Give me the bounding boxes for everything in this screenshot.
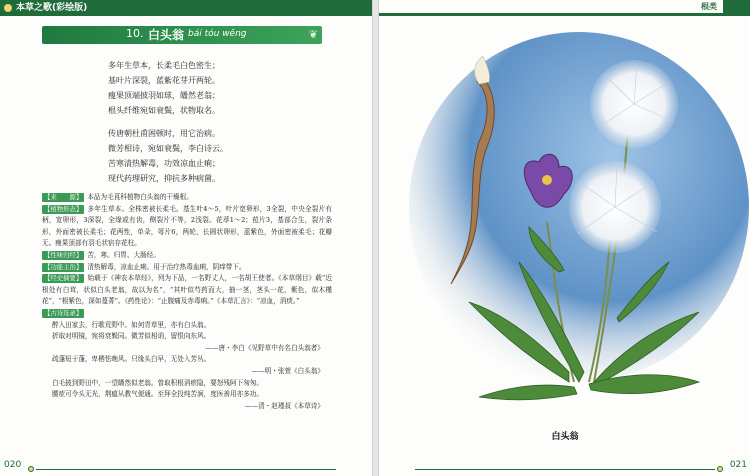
poem-stanza-gap [108, 118, 228, 126]
section-text: 清热解毒，凉血止痢。用于治疗热毒血痢，阴痒带下。 [87, 262, 246, 271]
section-tag: 【功能主治】 [44, 262, 83, 271]
page-number-right: 021 [729, 460, 747, 470]
header-tab [723, 0, 750, 13]
poem-line: 多年生草本，长柔毛白色密生； [108, 61, 220, 70]
entry-name: 白头翁 [148, 28, 185, 42]
section-nature [42, 250, 332, 262]
section-text: 始载于《神农本草经》，列为下品，一名野丈人，一名胡王使者。《本草纲目》载“近根处有白茸，状似白头老翁，故以为名”，“其叶似芍药而大，抽一茎，茎头一花，紫色，似木槿花”，“根紫色，深如蔓菁”。《药性论》：“止腹痛及赤毒痢。”《本草汇言》：“凉血，消痰。” [42, 274, 332, 306]
verse-citation: ——清・赵瑾叔《本草诗》 [244, 401, 324, 410]
ornament-icon [4, 4, 12, 12]
section-text: 多年生草本。全株密被长柔毛。基生叶4～5，叶片宽卵形，3全裂，中央全裂片有柄，宽卵形，3深裂，全缘或有齿，侧裂片不等，2浅裂。花葶1～2；苞片3，基部合生，裂片条形，外面密被长柔毛；花两性，单朵，萼片6，两轮，长圆状卵形，蓝紫色，外面密被柔毛；花瓣无。瘦果顶部有羽毛状宿存花柱。 [42, 204, 332, 248]
entry-pinyin: bái tóu wēng [188, 29, 247, 39]
entry-title-band [42, 26, 322, 44]
verse-citation: ——唐・李白《见野草中有名白头翁者》 [205, 343, 324, 352]
flower-stamen [542, 175, 552, 185]
section-function [42, 262, 332, 274]
section-classics [42, 273, 332, 308]
left-page [0, 0, 373, 476]
section-label: 根类 [701, 2, 717, 11]
section-tag: 【植物形态】 [44, 204, 83, 213]
verse-line: 疏蓬短于蓬，卑栖怯晚风。只缘头白早，无处入芳丛。 [52, 355, 211, 364]
verse-line: 腰痃可令头无光，荆瘟从教气便通。至拜全投纯苦涧，度医善用亦多功。 [52, 390, 263, 399]
footer-right [379, 460, 750, 476]
right-page [378, 0, 750, 476]
section-tag: 【性味归经】 [44, 250, 83, 259]
section-source [42, 192, 332, 204]
ornament-icon [717, 466, 723, 472]
page-number-left: 020 [4, 460, 22, 470]
ornament-icon [28, 466, 34, 472]
footer-rule [36, 469, 336, 470]
section-text: 本品为毛茛科植物白头翁的干燥根。 [87, 193, 193, 201]
poem-line: 传唐朝杜甫困顿时，用它治病。 [108, 129, 220, 138]
entry-number: 10. [126, 27, 144, 40]
section-tag: 【古诗选录】 [44, 308, 83, 317]
verse-citation: ——明・张萱《白头翁》 [251, 366, 324, 375]
section-tag: 【经史摘要】 [44, 274, 83, 283]
poem-line: 根头纤维宛如衰鬓，状物取名。 [108, 106, 220, 115]
poem-line: 苦寒清热解毒，功效凉血止痢； [108, 159, 220, 168]
poem-line: 基叶片深裂，蓝紫花芽开两轮。 [108, 76, 220, 85]
book-title: 本草之歌(彩绘版) [16, 3, 88, 13]
verse-line: 醉入田家去，行歌荒野中。如何青草里，亦有白头翁。 [52, 320, 211, 329]
footer-left [0, 460, 372, 476]
header-bar-left [0, 0, 372, 16]
entry-body [42, 192, 332, 412]
section-poems-heading [42, 308, 332, 320]
section-text: 苦，寒。归胃、大肠经。 [87, 250, 160, 259]
illustration-caption: 白头翁 [551, 432, 579, 442]
plant-illustration [379, 22, 750, 426]
section-tag: 【来 源】 [44, 193, 83, 201]
header-bar-right [379, 0, 750, 16]
section-morphology [42, 204, 332, 250]
footer-rule [415, 469, 715, 470]
verse-line: 白毛披到野田中，一望皤然似老翁。曾取积根消瘀隐，要怒残阿下匆匆。 [52, 378, 263, 387]
poem-line: 微芳相诗，宛如衰鬓，李白诗云。 [108, 144, 228, 153]
swirl-ornament-icon: ❦ [308, 28, 318, 41]
poem-line: 现代药理研究，抑抗多种病菌。 [108, 174, 220, 183]
entry-poem [108, 58, 228, 186]
verse-line: 折取对明镜，宛将衰鬓同。微芳似相诮，留恨向东风。 [52, 332, 211, 341]
poem-line: 瘦果顶端披羽如球，皤然老翁； [108, 91, 220, 100]
